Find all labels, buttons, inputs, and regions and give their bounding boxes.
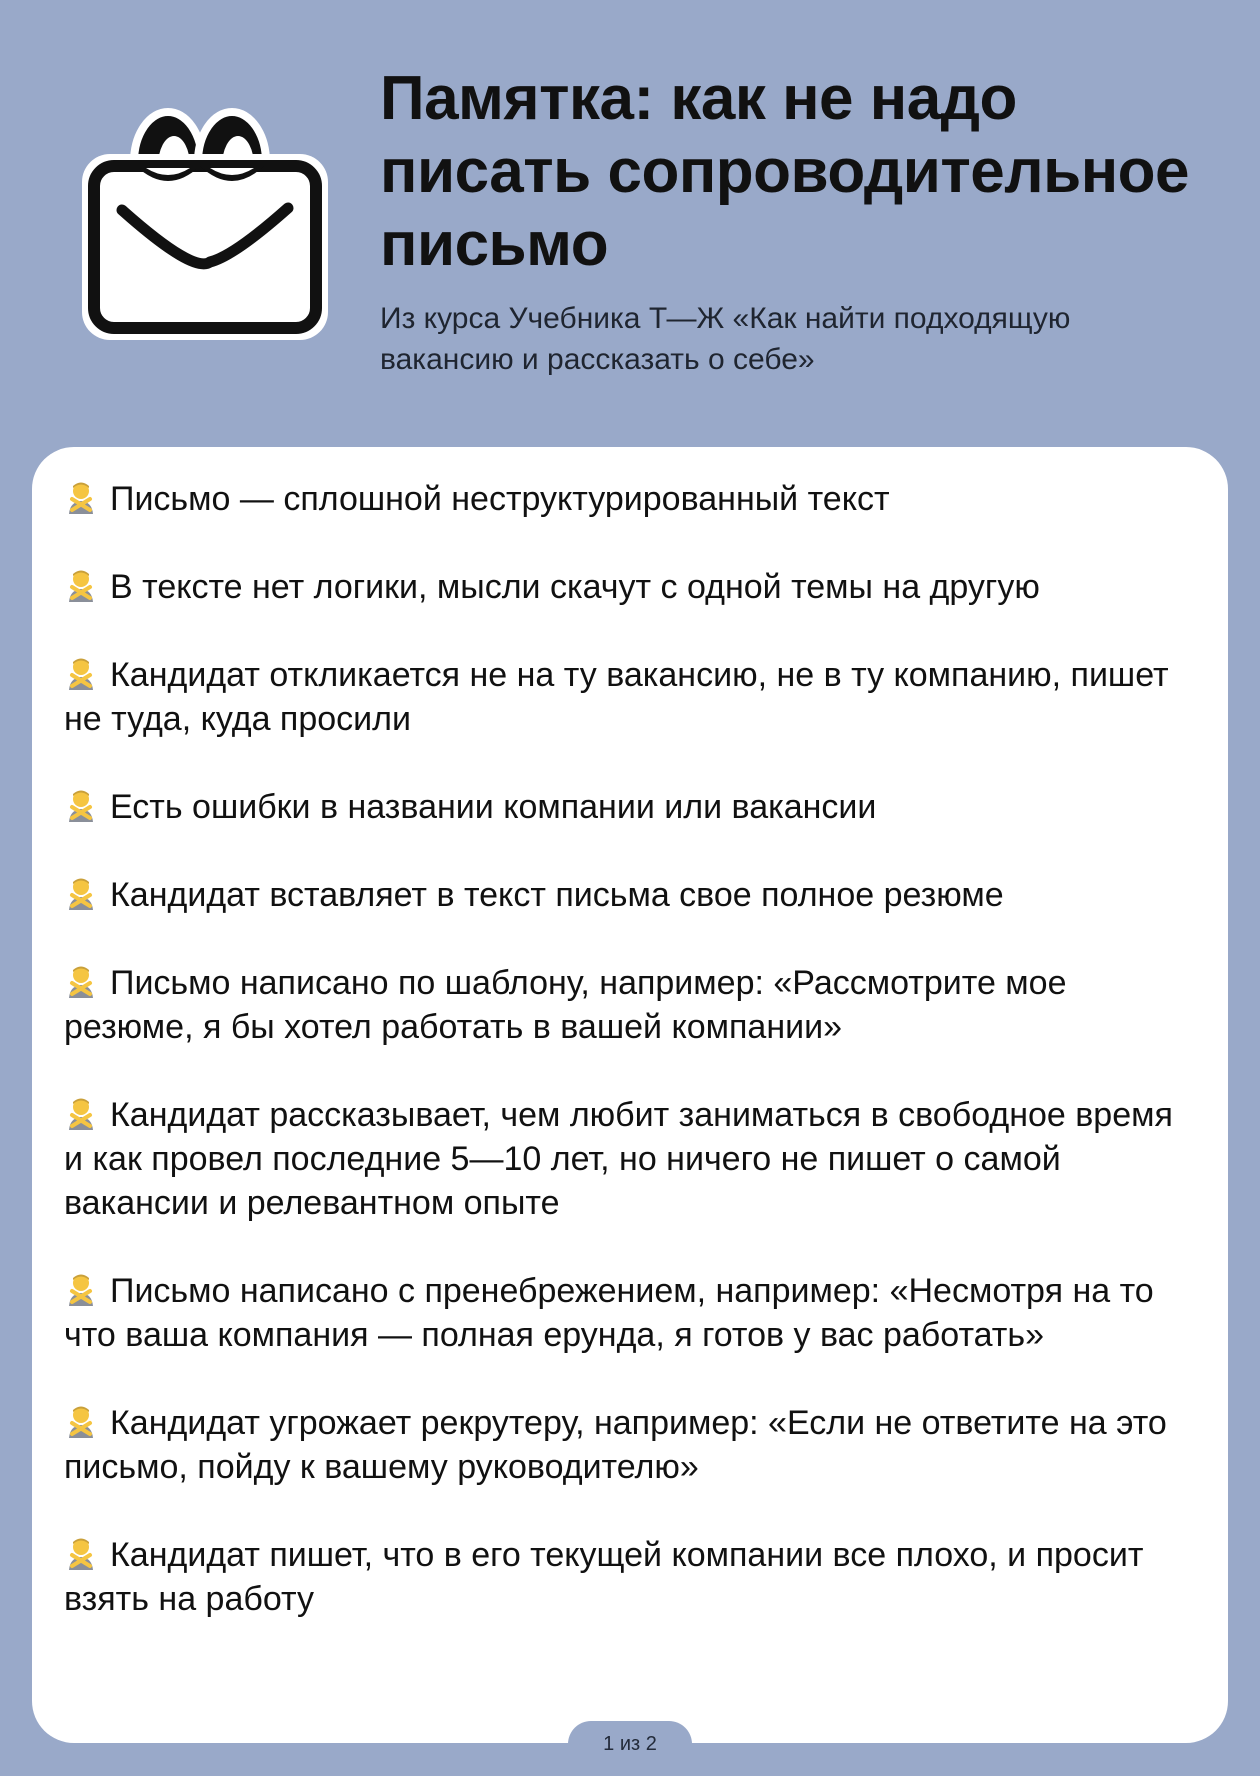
person-gesturing-no-icon xyxy=(64,1536,98,1570)
person-gesturing-no-icon xyxy=(64,480,98,514)
list-item-text: Кандидат вставляет в текст письма свое полное резюме xyxy=(110,876,1004,914)
page-indicator-text: 1 из 2 xyxy=(603,1733,657,1755)
list-item xyxy=(64,653,1184,741)
list-item-text: Кандидат рассказывает, чем любит заниматься в свободное время и как провел последние 5—10 лет, но ничего не пишет о самой вакансии и релевантном опыте xyxy=(64,1096,1173,1222)
list-item xyxy=(64,1533,1184,1621)
list-item-text: Есть ошибки в названии компании или вакансии xyxy=(110,788,877,826)
person-gesturing-no-icon xyxy=(64,876,98,910)
person-gesturing-no-icon xyxy=(64,788,98,822)
list-item-text: Письмо написано с пренебрежением, например: «Несмотря на то что ваша компания — полная ерунда, я готов у вас работать» xyxy=(64,1272,1154,1354)
list-item xyxy=(64,873,1184,917)
list-item xyxy=(64,565,1184,609)
list-item xyxy=(64,1093,1184,1225)
list-item-text: Письмо написано по шаблону, например: «Рассмотрите мое резюме, я бы хотел работать в вашей компании» xyxy=(64,964,1067,1046)
list-item-text: Кандидат угрожает рекрутеру, например: «Если не ответите на это письмо, пойду к вашему руководителю» xyxy=(64,1404,1167,1486)
person-gesturing-no-icon xyxy=(64,568,98,602)
list-item-text: Кандидат пишет, что в его текущей компании все плохо, и просит взять на работу xyxy=(64,1536,1144,1618)
person-gesturing-no-icon xyxy=(64,1096,98,1130)
envelope-with-eyes-icon xyxy=(74,96,336,348)
list-item xyxy=(64,961,1184,1049)
list-item-text: Письмо — сплошной неструктурированный текст xyxy=(110,480,890,518)
list-item-text: В тексте нет логики, мысли скачут с одной темы на другую xyxy=(110,568,1040,606)
page-title: Памятка: как не надо писать сопроводительное письмо xyxy=(380,64,1190,279)
person-gesturing-no-icon xyxy=(64,964,98,998)
page-subtitle: Из курса Учебника Т—Ж «Как найти подходящую вакансию и рассказать о себе» xyxy=(380,302,1071,376)
person-gesturing-no-icon xyxy=(64,1272,98,1306)
list-item xyxy=(64,1401,1184,1489)
list-item xyxy=(64,785,1184,829)
mistakes-list xyxy=(64,477,1184,1665)
list-item xyxy=(64,477,1184,521)
person-gesturing-no-icon xyxy=(64,1404,98,1438)
person-gesturing-no-icon xyxy=(64,656,98,690)
list-item xyxy=(64,1269,1184,1357)
list-item-text: Кандидат откликается не на ту вакансию, не в ту компанию, пишет не туда, куда просили xyxy=(64,656,1169,738)
page-indicator xyxy=(568,1721,692,1767)
